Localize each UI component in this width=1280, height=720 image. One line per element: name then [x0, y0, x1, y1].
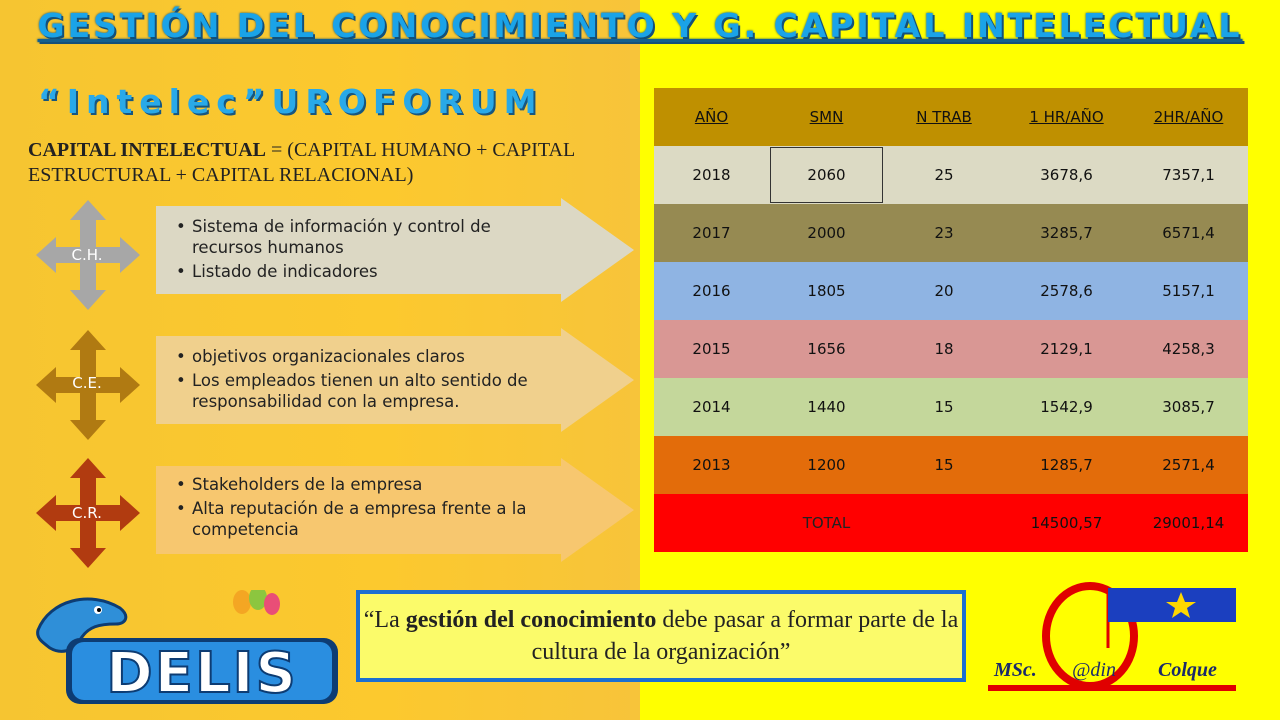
slide-subtitle: “Intelec”UROFORUM [38, 82, 544, 121]
list-item: • Los empleados tienen un alto sentido de responsabilidad con la empresa. [176, 370, 566, 412]
list-item: • Listado de indicadores [176, 261, 566, 282]
table-cell: 1656 [807, 340, 846, 358]
header-cell: 2HR/AÑO [1153, 108, 1224, 126]
formula-rest: = (CAPITAL HUMANO + CAPITAL ESTRUCTURAL + CAPITAL RELACIONAL) [28, 139, 575, 186]
table-cell: 15 [934, 456, 954, 474]
msc-text: MSc. [994, 659, 1037, 681]
table-cell: 1440 [807, 398, 846, 416]
slide-title: GESTIÓN DEL CONOCIMIENTO Y G. CAPITAL INTELECTUAL [37, 6, 1243, 45]
table-cell: 25 [934, 166, 954, 184]
row-capital-humano [36, 198, 636, 338]
cross-label-ch: C.H. [71, 246, 103, 264]
header-cell: AÑO [694, 108, 729, 126]
table-cell: 2129,1 [1040, 340, 1093, 358]
delis-logo-text: DELIS [106, 641, 298, 706]
table-cell: 15 [934, 398, 954, 416]
total-value-1hr: 14500,57 [1030, 514, 1103, 532]
msc-name: @din [1072, 659, 1116, 681]
table-cell: 3285,7 [1040, 224, 1093, 242]
table-cell: 6571,4 [1162, 224, 1215, 242]
table-cell: 5157,1 [1162, 282, 1215, 300]
table-row [654, 262, 1248, 320]
cross-label-cr: C.R. [72, 504, 102, 522]
table-cell: 2578,6 [1040, 282, 1093, 300]
list-item: • Alta reputación de a empresa frente a la competencia [176, 498, 566, 540]
table-cell: 2013 [692, 456, 731, 474]
quote-bold: gestión del conocimiento [405, 607, 657, 633]
table-row [654, 320, 1248, 378]
quote-box [356, 590, 966, 682]
list-item: • Stakeholders de la empresa [176, 474, 566, 495]
table-cell: 3678,6 [1040, 166, 1093, 184]
table-cell: 1285,7 [1040, 456, 1093, 474]
cross-label-ce: C.E. [72, 374, 102, 392]
table-row [654, 436, 1248, 494]
table-row [654, 146, 1248, 204]
table-cell: 2000 [807, 224, 846, 242]
table-row [654, 378, 1248, 436]
header-cell: N TRAB [916, 108, 972, 126]
table-cell: 4258,3 [1162, 340, 1215, 358]
list-ce [176, 346, 566, 415]
msc-surname: Colque [1158, 659, 1217, 681]
header-cell: SMN [809, 108, 844, 126]
delis-logo [30, 590, 340, 710]
table-cell: 7357,1 [1162, 166, 1215, 184]
table-cell: 1805 [807, 282, 846, 300]
table-cell: 1200 [807, 456, 846, 474]
table-cell: 23 [934, 224, 954, 242]
table-cell: 2016 [692, 282, 731, 300]
table-cell: 3085,7 [1162, 398, 1215, 416]
total-label: TOTAL [802, 514, 851, 532]
table-cell: 2014 [692, 398, 731, 416]
total-value-2hr: 29001,14 [1152, 514, 1225, 532]
msc-logo [988, 578, 1238, 698]
header-cell: 1 HR/AÑO [1029, 108, 1104, 126]
quote-post: debe pasar a formar parte de la cultura de la organización” [531, 607, 959, 665]
list-cr [176, 474, 566, 543]
table-cell: 2015 [692, 340, 731, 358]
list-item: • objetivos organizacionales claros [176, 346, 566, 367]
table-total-row [654, 494, 1248, 552]
row-capital-estructural [36, 328, 636, 468]
table-cell: 2571,4 [1162, 456, 1215, 474]
table-cell: 20 [934, 282, 954, 300]
table-cell: 18 [934, 340, 954, 358]
list-ch [176, 216, 566, 285]
table-cell: 1542,9 [1040, 398, 1093, 416]
table-cell [884, 494, 1004, 552]
list-item: • Sistema de información y control de recursos humanos [176, 216, 566, 258]
table-cell: 2018 [692, 166, 731, 184]
row-capital-relacional [36, 458, 636, 598]
quote-pre: “La [363, 607, 406, 633]
formula-bold: CAPITAL INTELECTUAL [28, 139, 267, 161]
formula [28, 138, 628, 188]
data-table [654, 88, 1248, 552]
table-header-row [654, 88, 1248, 146]
table-row [654, 204, 1248, 262]
table-cell-selected[interactable]: 2060 [769, 146, 884, 204]
table-cell: 2017 [692, 224, 731, 242]
table-cell [654, 494, 769, 552]
